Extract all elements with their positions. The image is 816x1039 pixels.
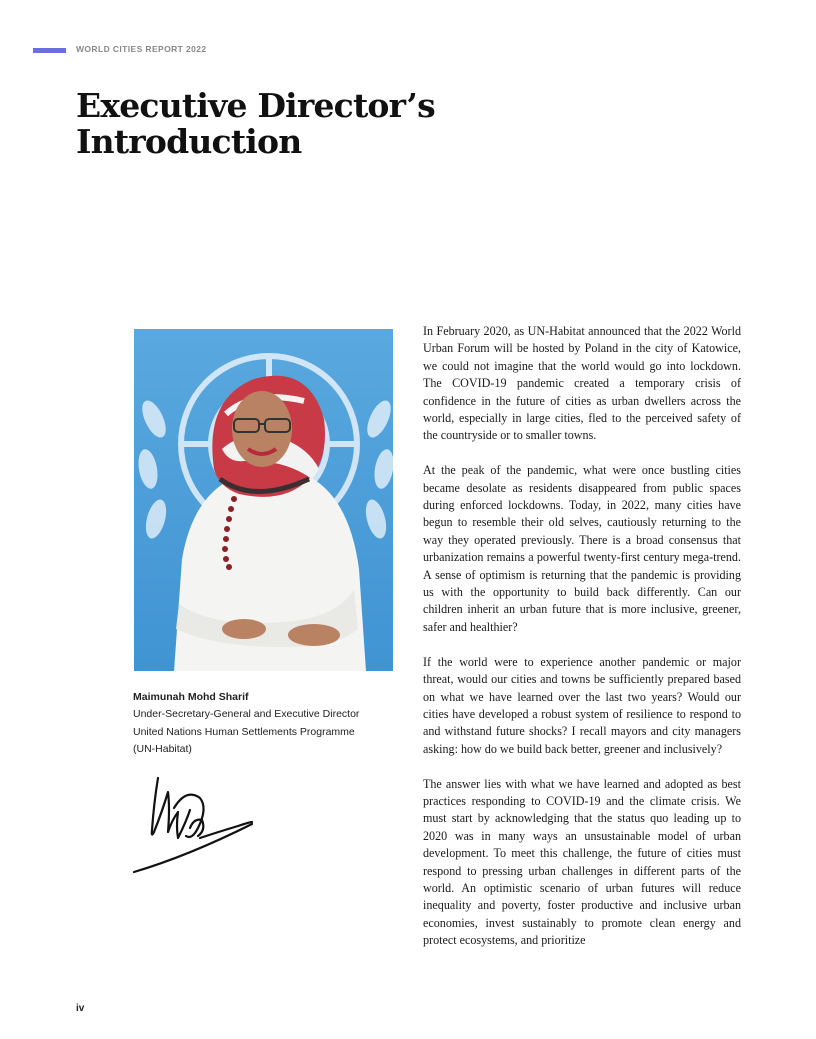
caption-line-2: United Nations Human Settlements Programme	[133, 725, 355, 738]
body-paragraph-2: At the peak of the pandemic, what were once bustling cities became desolate as residents disappeared from public spaces during enforced lockdowns. Today, in 2022, many cities have begun to resemble their old selves, cautiously returning to the way they operated previously. There is a broad consensus that urbanization remains a powerful twenty-first century mega-trend. A sense of optimism is returning that the pandemic is providing us with the opportunity to build back differently. Can our children inherit an urban future that is more inclusive, greener, safer and healthier?	[423, 463, 741, 634]
page-title-line-1: Executive Director’s	[76, 86, 435, 125]
body-paragraph-3: If the world were to experience another pandemic or major threat, would our cities and towns be sufficiently prepared based on what we have learned over the last two years? Would our cities have developed a robust system of resilience to respond to and withstand future shocks? I recall mayors and city managers asking: how do we build back better, greener and inclusively?	[423, 654, 741, 756]
director-portrait-photo	[134, 329, 393, 671]
body-paragraph-1: In February 2020, as UN-Habitat announced that the 2022 World Urban Forum will be hosted by Poland in the city of Katowice, we could not imagine that the world would go into lockdown. The COVID-19 pandemic created a temporary crisis of confidence in the future of cities as urban dwellers across the world, especially in large cities, fled to the perceived safety of the countryside or to smaller towns.	[423, 324, 741, 443]
page-title-line-2: Introduction	[76, 122, 302, 161]
body-text	[423, 323, 741, 967]
page-title	[76, 88, 456, 160]
caption-line-3: (UN-Habitat)	[133, 743, 192, 756]
body-paragraph-4: The answer lies with what we have learned and adopted as best practices responding to COVID-19 and the climate crisis. We must start by acknowledging that the status quo leading up to 2020 was in many ways an unsustainable model of urban development. To meet this challenge, the future of cities must respond to pressing urban challenges in different parts of the world. An optimistic scenario of urban futures will reduce inequality and poverty, foster productive and inclusive urban economies, invest sustainably to promote clean energy and protect ecosystems, and prioritize	[423, 776, 741, 948]
caption-line-1: Under-Secretary-General and Executive Director	[133, 708, 360, 721]
report-title: WORLD CITIES REPORT 2022	[76, 44, 207, 54]
signature-icon	[128, 772, 258, 878]
photo-caption	[133, 689, 393, 759]
caption-name: Maimunah Mohd Sharif	[133, 691, 249, 703]
header-accent-bar	[33, 48, 66, 53]
page-number: iv	[76, 1003, 85, 1014]
